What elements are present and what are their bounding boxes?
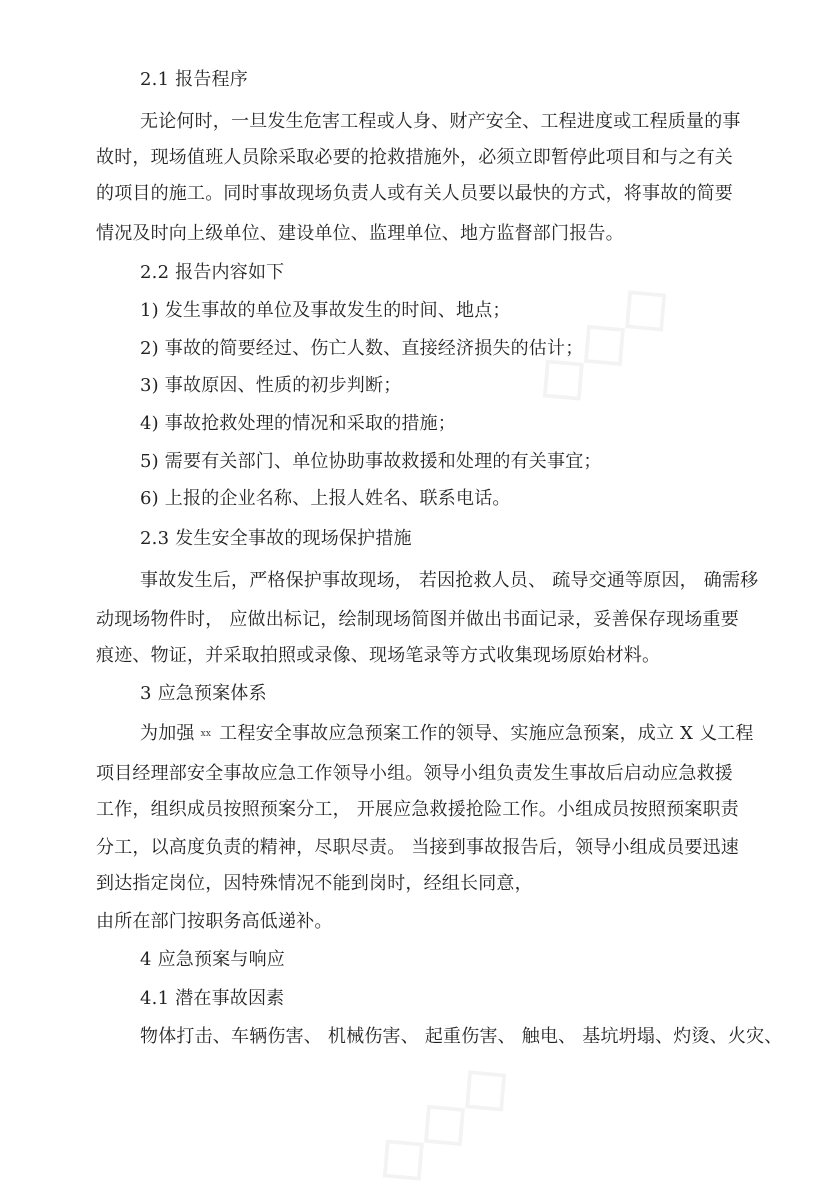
paragraph-line: 痕迹、物证，并采取拍照或录像、现场笔录等方式收集现场原始材料。 bbox=[96, 645, 661, 666]
paragraph-line: 物体打击、车辆伤害、 机械伤害、 起重伤害、 触电、 基坑坍塌、灼烫、火灾、 bbox=[140, 1026, 783, 1047]
paragraph-line: 分工，以高度负责的精神，尽职尽责。 当接到事故报告后，领导小组成员要迅速 bbox=[96, 837, 739, 858]
paragraph-text: 无论何时，一旦发生危害工程或人身、财产安全、工程进度或工程质量的事 bbox=[140, 111, 741, 132]
section-heading-2-1: 2.1 报告程序 bbox=[140, 69, 248, 90]
section-heading-4: 4 应急预案与响应 bbox=[140, 949, 285, 970]
paragraph-line: 工作，组织成员按照预案分工， 开展应急救援抢险工作。小组成员按照预案职责 bbox=[96, 799, 739, 820]
list-item: 4) 事故抢救处理的情况和采取的措施； bbox=[140, 413, 456, 434]
paragraph-line: 项目经理部安全事故应急工作领导小组。领导小组负责发生事故后启动应急救援 bbox=[96, 763, 733, 784]
section-heading-2-2: 2.2 报告内容如下 bbox=[140, 262, 285, 283]
watermark-logo: ◇◇◇ bbox=[512, 257, 689, 425]
list-item: 2) 事故的简要经过、伤亡人数、直接经济损失的估计； bbox=[140, 338, 584, 359]
paragraph-line bbox=[140, 110, 756, 134]
list-item: 5) 需要有关部门、单位协助事故救援和处理的有关事宜； bbox=[140, 451, 602, 472]
section-heading-2-3: 2.3 发生安全事故的现场保护措施 bbox=[140, 528, 412, 549]
placeholder-mark: xx bbox=[200, 729, 212, 739]
paragraph-line: 由所在部门按职务高低递补。 bbox=[96, 911, 333, 932]
paragraph-line bbox=[140, 722, 754, 746]
paragraph-line: 情况及时向上级单位、建设单位、监理单位、地方监督部门报告。 bbox=[96, 223, 624, 244]
section-heading-4-1: 4.1 潜在事故因素 bbox=[140, 988, 285, 1009]
paragraph-line: 动现场物件时， 应做出标记，绘制现场简图并做出书面记录，妥善保存现场重要 bbox=[96, 609, 739, 630]
section-heading-3: 3 应急预案体系 bbox=[140, 683, 267, 704]
paragraph-line: 事故发生后，严格保护事故现场， 若因抢救人员、 疏导交通等原因， 确需移 bbox=[140, 570, 759, 591]
paragraph-text: 工程安全事故应急预案工作的领导、实施应急预案，成立 X 乂工程 bbox=[219, 723, 754, 744]
paragraph-line: 的项目的施工。同时事故现场负责人或有关人员要以最快的方式，将事故的简要 bbox=[96, 183, 733, 204]
list-item: 3) 事故原因、性质的初步判断； bbox=[140, 375, 402, 396]
paragraph-line: 故时，现场值班人员除采取必要的抢救措施外，必须立即暂停此项目和与之有关 bbox=[96, 147, 733, 168]
paragraph-text: 为加强 bbox=[140, 723, 195, 744]
list-item: 6) 上报的企业名称、上报人姓名、联系电话。 bbox=[140, 488, 511, 509]
list-item: 1) 发生事故的单位及事故发生的时间、地点； bbox=[140, 300, 511, 321]
paragraph-line: 到达指定岗位，因特殊情况不能到岗时，经组长同意， bbox=[96, 873, 533, 894]
watermark-logo: ◇◇◇ bbox=[352, 1037, 529, 1204]
